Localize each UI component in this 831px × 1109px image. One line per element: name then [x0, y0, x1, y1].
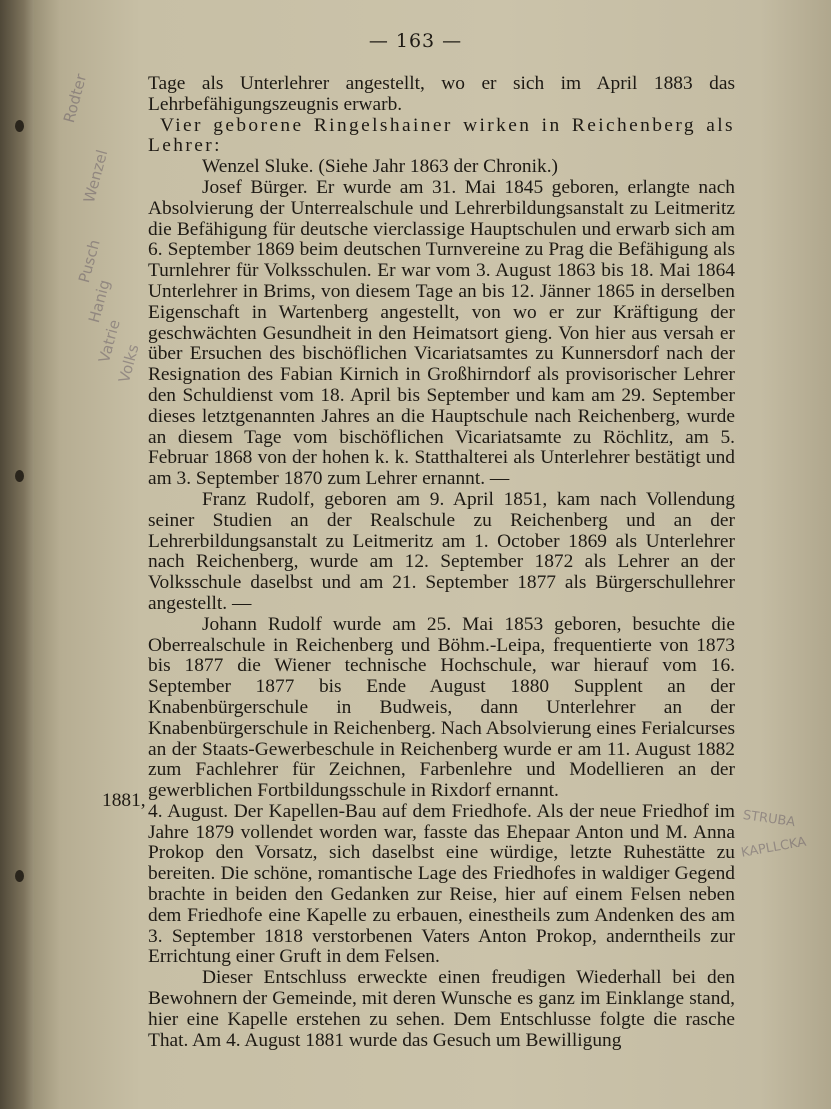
book-binding [0, 0, 34, 1109]
paragraph: 4. August. Der Kapellen-Bau auf dem Friedhofe. Als der neue Friedhof im Jahre 1879 vollendet worden war, fasste das Ehepaar Anton und M. Anna Prokop den Vorsatz, sich daselbst eine würdige, letzte Ruhestätte zu bereiten. Die schöne, romantische Lage des Friedhofes in waldiger Gegend brachte in beiden den Gedanken zur Reise, hier auf einem Felsen neben dem Friedhofe eine Kapelle zu erbauen, einestheils zum Andenken des am 3. September 1818 verstorbenen Vaters Anton Prokop, anderntheils zur Errichtung einer Gruft in dem Felsen. [148, 800, 735, 968]
margin-note: KAPLLCKA [740, 834, 808, 861]
year-label: 1881, [102, 790, 146, 811]
margin-note: Pusch [75, 237, 104, 285]
margin-note: STRUBA [741, 808, 797, 831]
paragraph: Dieser Entschluss erweckte einen freudigen Wiederhall bei den Bewohnern der Gemeinde, mit deren Wunsche es ganz im Einklange stand, hier eine Kapelle erstehen zu sehen. Dem Entschlusse folgte die rasche That. Am 4. August 1881 wurde das Gesuch um Bewilligung [148, 967, 735, 1051]
margin-note: Hanig [85, 277, 114, 325]
paragraph: Johann Rudolf wurde am 25. Mai 1853 geboren, besuchte die Oberrealschule in Reichenberg und Böhm.-Leipa, frequentierte von 1873 bis 1877 die Wiener technische Hochschule, war hierauf vom 16. September 1877 bis Ende August 1880 Supplent an der Knabenbürgerschule in Budweis, dann Unterlehrer an der Knabenbürgerschule in Reichenberg. Nach Absolvierung eines Ferialcurses an der Staats-Gewerbeschule in Reichenberg wurde er am 11. August 1882 zum Fachlehrer für Zeichnen, Farbenlehre und Modellieren an der gewerblichen Fortbildungsschule in Rixdorf ernannt. [148, 613, 735, 802]
margin-note: Vatrie [95, 317, 124, 365]
paragraph: Vier geborene Ringelshainer wirken in Reichenberg als Lehrer: [148, 114, 735, 157]
paragraph: Wenzel Sluke. (Siehe Jahr 1863 der Chronik.) [202, 156, 558, 178]
page-number: — 163 — [368, 30, 463, 52]
paragraph: Josef Bürger. Er wurde am 31. Mai 1845 geboren, erlangte nach Absolvierung der Unterrealschule und Lehrerbildungsanstalt zu Leitmeritz die Befähigung für deutsche vierclassige Hauptschulen und erwarb sich am 6. September 1869 beim deutschen Turnvereine zu Prag die Befähigung als Turnlehrer für Volksschulen. Er war vom 3. August 1863 bis 18. Mai 1864 Unterlehrer in Brims, von diesem Tage an bis 12. Jänner 1865 in derselben Eigenschaft in Wartenberg angestellt, von wo er zur Kräftigung der geschwächten Gesundheit in den Heimatsort gieng. Von hier aus versah er über Ersuchen des bischöflichen Vicariatsamtes zu Kunnersdorf nach der Resignation des Fabian Kirnich in Großhirndorf als provisorischer Lehrer den Schuldienst vom 18. April bis September und kam am 29. September dieses letztgenannten Jahres an die Hauptschule nach Reichenberg, wurde an diesem Tage vom bischöflichen Vicariatsamte zu Röchlitz, am 5. Februar 1868 von der hohen k. k. Statthalterei als Unterlehrer bestätigt und am 3. September 1870 zum Lehrer ernannt. — [148, 176, 735, 490]
margin-note: Wenzel [80, 147, 112, 205]
margin-note: Volks [115, 342, 143, 385]
paragraph: Franz Rudolf, geboren am 9. April 1851, kam nach Vollendung seiner Studien an der Realschule zu Reichenberg und an der Lehrerbildungsanstalt zu Leitmeritz am 1. October 1869 als Unterlehrer nach Reichenberg, wurde am 12. September 1872 als Lehrer an der Volksschule daselbst und am 21. September 1877 als Bürgerschullehrer angestellt. — [148, 488, 735, 614]
page-body [148, 74, 735, 1051]
margin-note: Rodter [60, 71, 91, 125]
paragraph: Tage als Unterlehrer angestellt, wo er sich im April 1883 das Lehrbefähigungszeugnis erwarb. [148, 73, 735, 115]
